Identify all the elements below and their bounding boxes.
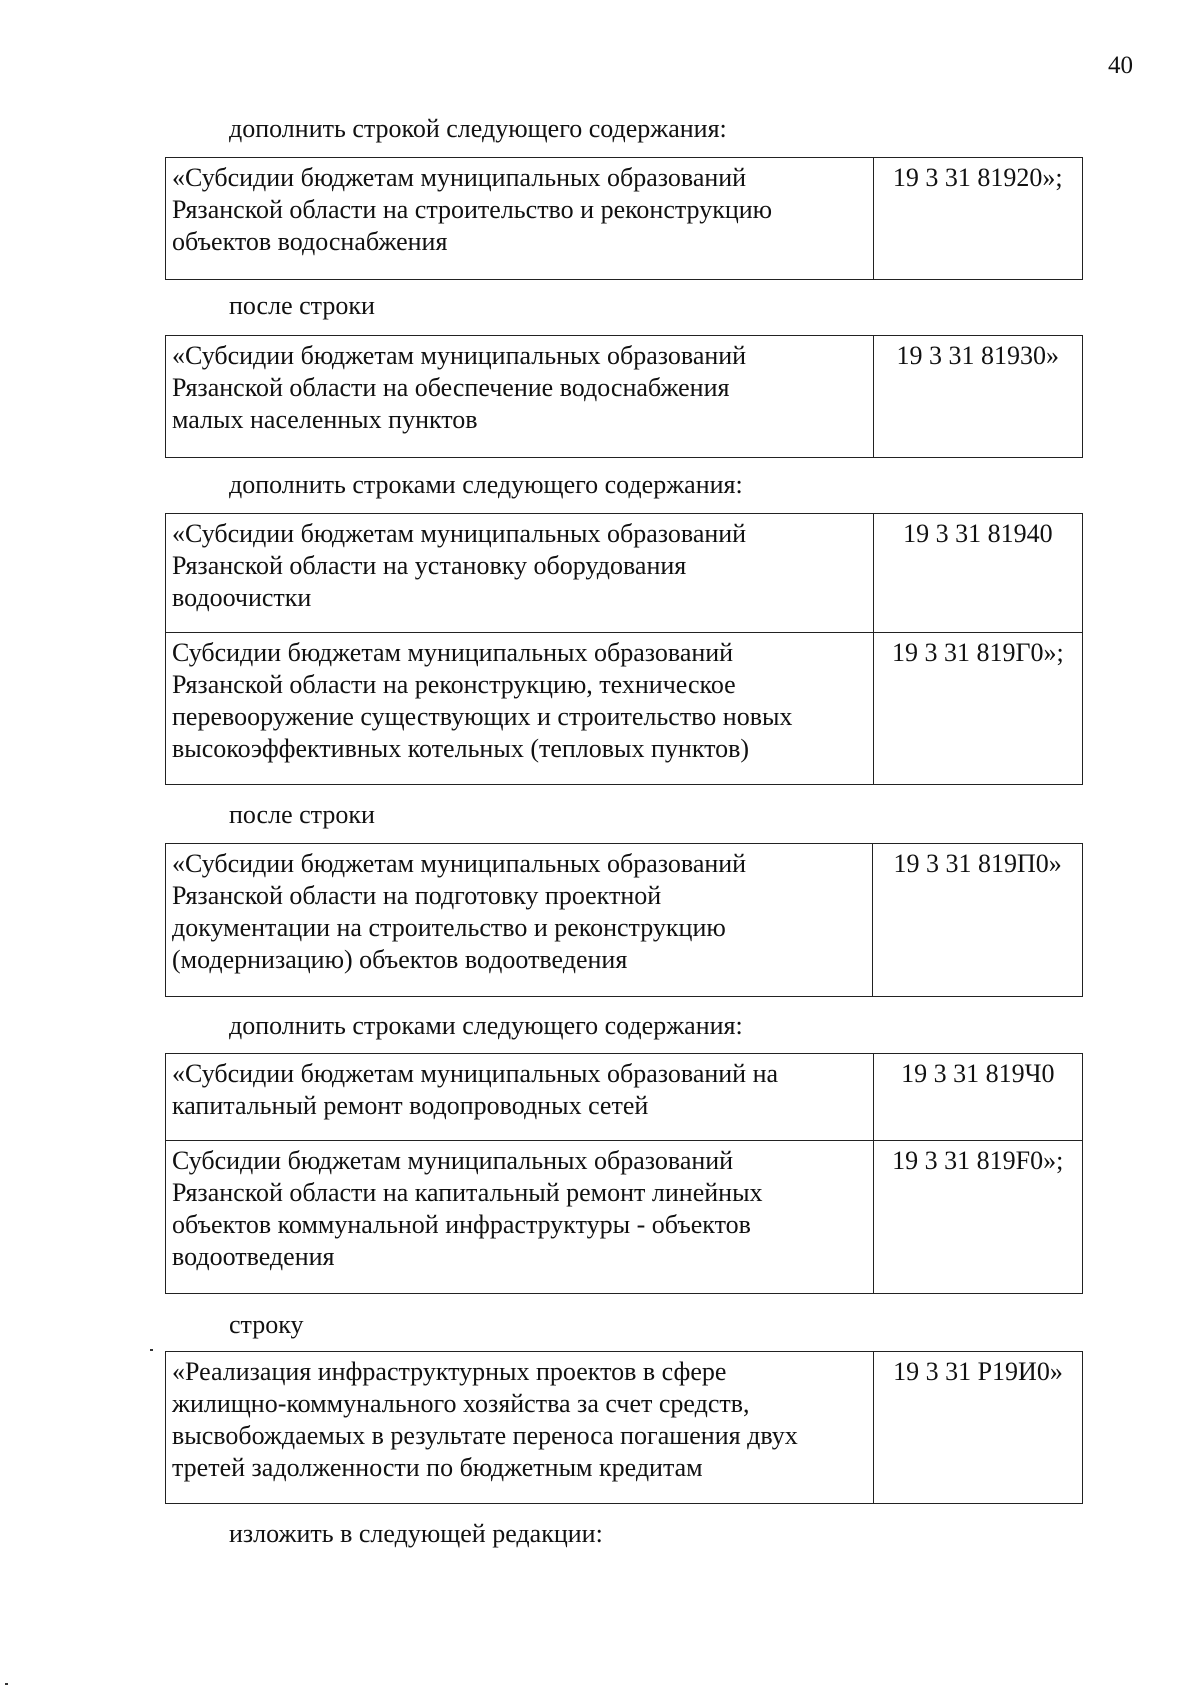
cell-line: «Субсидии бюджетам муниципальных образований (172, 341, 747, 370)
cell-line: документации на строительство и реконструкцию (172, 913, 726, 942)
subsidy-name-cell (166, 1054, 874, 1141)
subsidy-name-cell (166, 158, 874, 280)
subsidy-name-cell (166, 514, 874, 633)
table-row (166, 158, 1083, 280)
table-row (166, 844, 1083, 997)
cell-line: перевооружение существующих и строительство новых (172, 702, 793, 731)
subsidy-name-cell (166, 1352, 874, 1504)
subsidy-name-cell (166, 633, 874, 785)
scan-speck (5, 1683, 8, 1685)
cell-line: малых населенных пунктов (172, 405, 478, 434)
table-row (166, 336, 1083, 458)
instruction-text: после строки (229, 800, 375, 829)
cell-line: «Субсидии бюджетам муниципальных образований (172, 519, 747, 548)
cell-line: «Субсидии бюджетам муниципальных образований (172, 849, 747, 878)
cell-line: капитальный ремонт водопроводных сетей (172, 1091, 649, 1120)
cell-line: водоотведения (172, 1242, 335, 1271)
entry-table (165, 843, 1083, 997)
entry-table (165, 1053, 1083, 1294)
entry-table (165, 335, 1083, 458)
cell-line: жилищно-коммунального хозяйства за счет средств, (172, 1389, 750, 1418)
cell-line: высокоэффективных котельных (тепловых пунктов) (172, 734, 750, 763)
cell-line: объектов водоснабжения (172, 227, 448, 256)
cell-line: Рязанской области на обеспечение водоснабжения (172, 373, 730, 402)
cell-line: Рязанской области на капитальный ремонт линейных (172, 1178, 763, 1207)
cell-line: объектов коммунальной инфраструктуры - объектов (172, 1210, 751, 1239)
instruction-text: дополнить строкой следующего содержания: (229, 114, 727, 143)
budget-code-cell: 19 3 31 81930» (873, 336, 1082, 458)
budget-code-cell: 19 3 31 81940 (873, 514, 1082, 633)
page-number: 40 (1108, 52, 1133, 79)
entry-table (165, 513, 1083, 785)
cell-line: «Субсидии бюджетам муниципальных образований на (172, 1059, 779, 1088)
cell-line: третей задолженности по бюджетным кредитам (172, 1453, 703, 1482)
budget-code-cell: 19 3 31 819Г0»; (873, 633, 1082, 785)
table-row (166, 1054, 1083, 1141)
budget-code-cell: 19 3 31 819Ч0 (873, 1054, 1082, 1141)
closing-instruction-text: изложить в следующей редакции: (229, 1519, 603, 1548)
subsidy-name-cell (166, 844, 873, 997)
cell-line: Рязанской области на строительство и реконструкцию (172, 195, 773, 224)
instruction-text: после строки (229, 291, 375, 320)
cell-line: «Реализация инфраструктурных проектов в сфере (172, 1357, 727, 1386)
cell-line: высвобождаемых в результате переноса погашения двух (172, 1421, 798, 1450)
instruction-text: дополнить строками следующего содержания: (229, 1011, 743, 1040)
instruction-text: дополнить строками следующего содержания: (229, 470, 743, 499)
cell-line: Субсидии бюджетам муниципальных образований (172, 638, 734, 667)
table-row (166, 633, 1083, 785)
cell-line: Рязанской области на реконструкцию, техническое (172, 670, 736, 699)
cell-line: Субсидии бюджетам муниципальных образований (172, 1146, 734, 1175)
scan-speck (150, 1349, 153, 1351)
table-row (166, 1352, 1083, 1504)
subsidy-name-cell (166, 336, 874, 458)
budget-code-cell: 19 3 31 81920»; (873, 158, 1082, 280)
subsidy-name-cell (166, 1141, 874, 1294)
entry-table (165, 1351, 1083, 1504)
cell-line: Рязанской области на подготовку проектной (172, 881, 662, 910)
instruction-text: строку (229, 1310, 304, 1339)
cell-line: водоочистки (172, 583, 312, 612)
cell-line: «Субсидии бюджетам муниципальных образований (172, 163, 747, 192)
budget-code-cell: 19 3 31 819F0»; (873, 1141, 1082, 1294)
cell-line: (модернизацию) объектов водоотведения (172, 945, 628, 974)
cell-line: Рязанской области на установку оборудования (172, 551, 687, 580)
budget-code-cell: 19 3 31 819П0» (873, 844, 1083, 997)
table-row (166, 1141, 1083, 1294)
budget-code-cell: 19 3 31 Р19И0» (873, 1352, 1082, 1504)
entry-table (165, 157, 1083, 280)
table-row (166, 514, 1083, 633)
